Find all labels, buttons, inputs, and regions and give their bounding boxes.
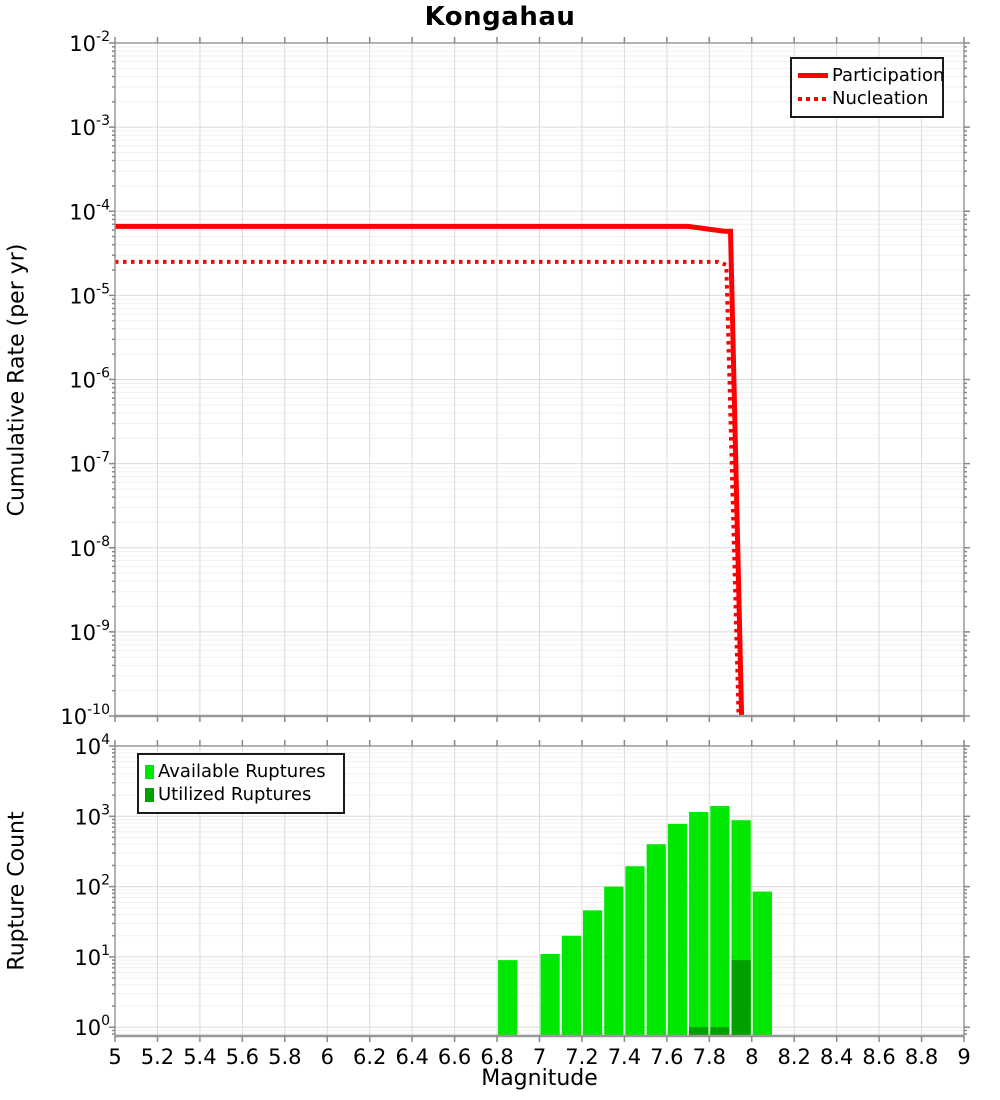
legend-item-participation: [798, 64, 945, 86]
bar-mag-7.55: [647, 844, 666, 1036]
bar-mag-7.85: [710, 806, 729, 1036]
legend-label-utilized: Utilized Ruptures: [158, 784, 312, 806]
x-tick-label: 5.4: [183, 1045, 217, 1069]
x-tick-label: 5.6: [225, 1045, 260, 1069]
bar-mag-7.25: [583, 910, 602, 1036]
x-tick-label: 7.4: [607, 1045, 642, 1069]
x-tick-label: 7.8: [692, 1045, 727, 1069]
y-tick-label: $10^{-3}$: [69, 113, 110, 141]
x-tick-label: 5.2: [140, 1045, 175, 1069]
legend-label-participation: Participation: [832, 64, 945, 86]
bar-mag-7.65: [668, 824, 687, 1036]
x-axis-label: Magnitude: [481, 1066, 598, 1091]
legend-label-nucleation: Nucleation: [832, 88, 929, 110]
x-tick-label: 8: [745, 1045, 759, 1069]
bar-mag-8.05: [753, 892, 772, 1036]
bar-mag-6.85: [498, 960, 517, 1036]
x-tick-label: 6: [320, 1045, 334, 1069]
y-tick-label: $10^{-4}$: [69, 197, 110, 225]
x-tick-label: 7: [532, 1045, 547, 1069]
utilized-ruptures-swatch: [145, 788, 154, 802]
y-tick-label: $10^{-7}$: [69, 449, 110, 477]
bar-mag-7.35: [604, 887, 623, 1036]
bar-mag-7.75: [689, 812, 708, 1036]
bottom-y-tick-labels: [74, 732, 110, 1040]
x-tick-label: 9: [957, 1045, 971, 1069]
nucleation-line-swatch: [798, 97, 828, 101]
x-tick-label: 6.4: [395, 1045, 429, 1069]
x-tick-label: 8.6: [862, 1045, 896, 1069]
y-tick-label: $10^2$: [74, 872, 110, 900]
bottom-y-axis-label: Rupture Count: [4, 811, 30, 971]
y-tick-label: $10^{-10}$: [60, 702, 110, 729]
x-tick-label: 6.8: [480, 1045, 514, 1069]
y-tick-label: $10^1$: [74, 942, 110, 970]
y-tick-label: $10^3$: [74, 802, 110, 830]
bar-mag-7.15: [562, 936, 581, 1036]
x-tick-label: 5: [108, 1045, 122, 1069]
top-vertical-gridlines: [115, 43, 964, 716]
top-panel: [60, 29, 970, 729]
top-y-tick-labels: [60, 29, 110, 729]
y-tick-label: $10^{-9}$: [69, 617, 110, 645]
y-tick-label: $10^{-8}$: [69, 533, 110, 561]
x-tick-label: 6.2: [352, 1045, 387, 1069]
bar-mag-7.45: [625, 866, 644, 1036]
legend-item-available: [145, 760, 337, 782]
y-tick-label: $10^{-2}$: [69, 29, 110, 56]
rate-legend: [790, 57, 944, 118]
x-tick-label: 6.6: [437, 1045, 472, 1069]
bar-mag-7.95: [732, 960, 751, 1036]
legend-item-nucleation: [798, 90, 936, 108]
participation-line-swatch: [798, 73, 828, 78]
rupture-legend: [137, 753, 345, 814]
x-tick-label: 8.4: [819, 1045, 854, 1069]
y-tick-label: $10^0$: [74, 1013, 110, 1041]
available-ruptures-swatch: [145, 765, 154, 779]
y-tick-label: $10^{-5}$: [69, 281, 110, 309]
top-y-axis-label: Cumulative Rate (per yr): [4, 243, 30, 517]
x-tick-label: 7.6: [650, 1045, 684, 1069]
legend-label-available: Available Ruptures: [158, 760, 326, 782]
legend-item-utilized: [145, 786, 337, 804]
bar-mag-7.05: [541, 954, 560, 1036]
y-tick-label: $10^{-6}$: [69, 365, 110, 393]
bar-mag-7.85: [710, 1027, 729, 1036]
participation-line: [115, 226, 742, 716]
bar-mag-7.75: [689, 1027, 708, 1036]
x-tick-label: 5.8: [268, 1045, 302, 1069]
chart-title: Kongahau: [424, 2, 576, 32]
x-tick-label: 8.8: [904, 1045, 939, 1069]
x-tick-label: 8.2: [777, 1045, 811, 1069]
y-tick-label: $10^4$: [74, 732, 110, 759]
x-tick-label: 7.2: [565, 1045, 599, 1069]
